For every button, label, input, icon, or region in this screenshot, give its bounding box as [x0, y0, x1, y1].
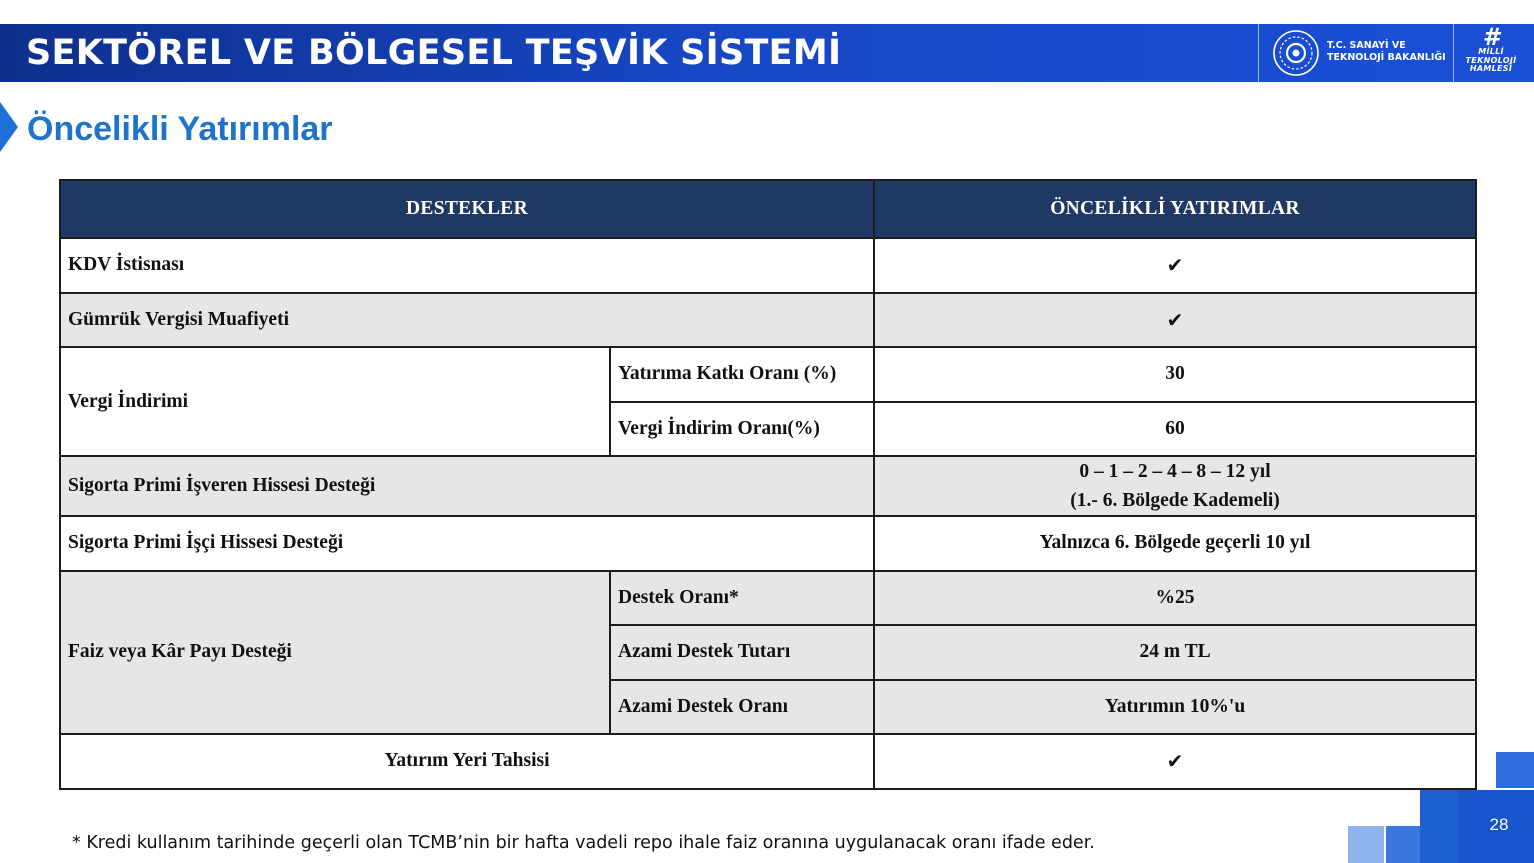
value-vergi-indirim: 60: [874, 402, 1476, 457]
row-label-vergi: Vergi İndirimi: [60, 347, 610, 456]
checkmark-icon: ✔: [874, 734, 1476, 789]
value-line: (1.- 6. Bölgede Kademeli): [1070, 490, 1280, 511]
checkmark-icon: ✔: [874, 293, 1476, 348]
ministry-name: T.C. SANAYİ VE TEKNOLOJİ BAKANLIĞI: [1327, 40, 1446, 63]
corner-decoration: [1420, 790, 1458, 863]
sub-label-yatirima-katki: Yatırıma Katkı Oranı (%): [610, 347, 874, 402]
footnote: * Kredi kullanım tarihinde geçerli olan TCMB’nin bir hafta vadeli repo ihale faiz oranına uygulanacak oranı ifade eder.: [72, 833, 1095, 853]
milli-teknoloji-hamlesi-logo: [1460, 23, 1522, 80]
value-azami-tutar: 24 m TL: [874, 625, 1476, 680]
sub-label-destek-orani: Destek Oranı*: [610, 571, 874, 626]
section-title: Öncelikli Yatırımlar: [27, 110, 333, 148]
table-row: [60, 347, 1476, 402]
header-title: SEKTÖREL VE BÖLGESEL TEŞVİK SİSTEMİ: [26, 33, 842, 73]
corner-decoration: [1348, 826, 1384, 863]
table-row: [60, 293, 1476, 348]
movement-logo-text: MİLLİ TEKNOLOJİ HAMLESİ: [1465, 47, 1517, 73]
row-label-kdv: KDV İstisnası: [60, 238, 874, 293]
hashtag-icon: #: [1482, 23, 1500, 51]
value-sigorta-isci: Yalnızca 6. Bölgede geçerli 10 yıl: [874, 516, 1476, 571]
value-destek-orani: %25: [874, 571, 1476, 626]
row-label-faiz: Faiz veya Kâr Payı Desteği: [60, 571, 610, 735]
value-line: 0 – 1 – 2 – 4 – 8 – 12 yıl: [1079, 461, 1271, 482]
ministry-logo: [1258, 24, 1454, 82]
table-header-row: [60, 180, 1476, 238]
table-row: [60, 238, 1476, 293]
row-label-gumruk: Gümrük Vergisi Muafiyeti: [60, 293, 874, 348]
table-row: [60, 516, 1476, 571]
header-cell-oncelikli: ÖNCELİKLİ YATIRIMLAR: [874, 180, 1476, 238]
table-row: [60, 456, 1476, 516]
checkmark-icon: ✔: [874, 238, 1476, 293]
row-label-sigorta-isci: Sigorta Primi İşçi Hissesi Desteği: [60, 516, 874, 571]
corner-decoration: [1496, 752, 1534, 788]
sub-label-azami-oran: Azami Destek Oranı: [610, 680, 874, 735]
value-yatirima-katki: 30: [874, 347, 1476, 402]
sub-label-vergi-indirim: Vergi İndirim Oranı(%): [610, 402, 874, 457]
value-sigorta-isveren: [874, 456, 1476, 516]
row-label-sigorta-isveren: Sigorta Primi İşveren Hissesi Desteği: [60, 456, 874, 516]
page-number: 28: [1489, 815, 1509, 834]
sub-label-azami-tutar: Azami Destek Tutarı: [610, 625, 874, 680]
support-table: [59, 179, 1475, 790]
header-bar: [0, 24, 1534, 82]
table-row: [60, 571, 1476, 626]
section-arrow-icon: [0, 102, 18, 152]
row-label-yatirim-yeri: Yatırım Yeri Tahsisi: [60, 734, 874, 789]
header-cell-destekler: DESTEKLER: [60, 180, 874, 238]
ministry-seal-icon: [1272, 29, 1320, 77]
value-azami-oran: Yatırımın 10%'u: [874, 680, 1476, 735]
corner-decoration: [1386, 826, 1420, 863]
table-row: [60, 734, 1476, 789]
